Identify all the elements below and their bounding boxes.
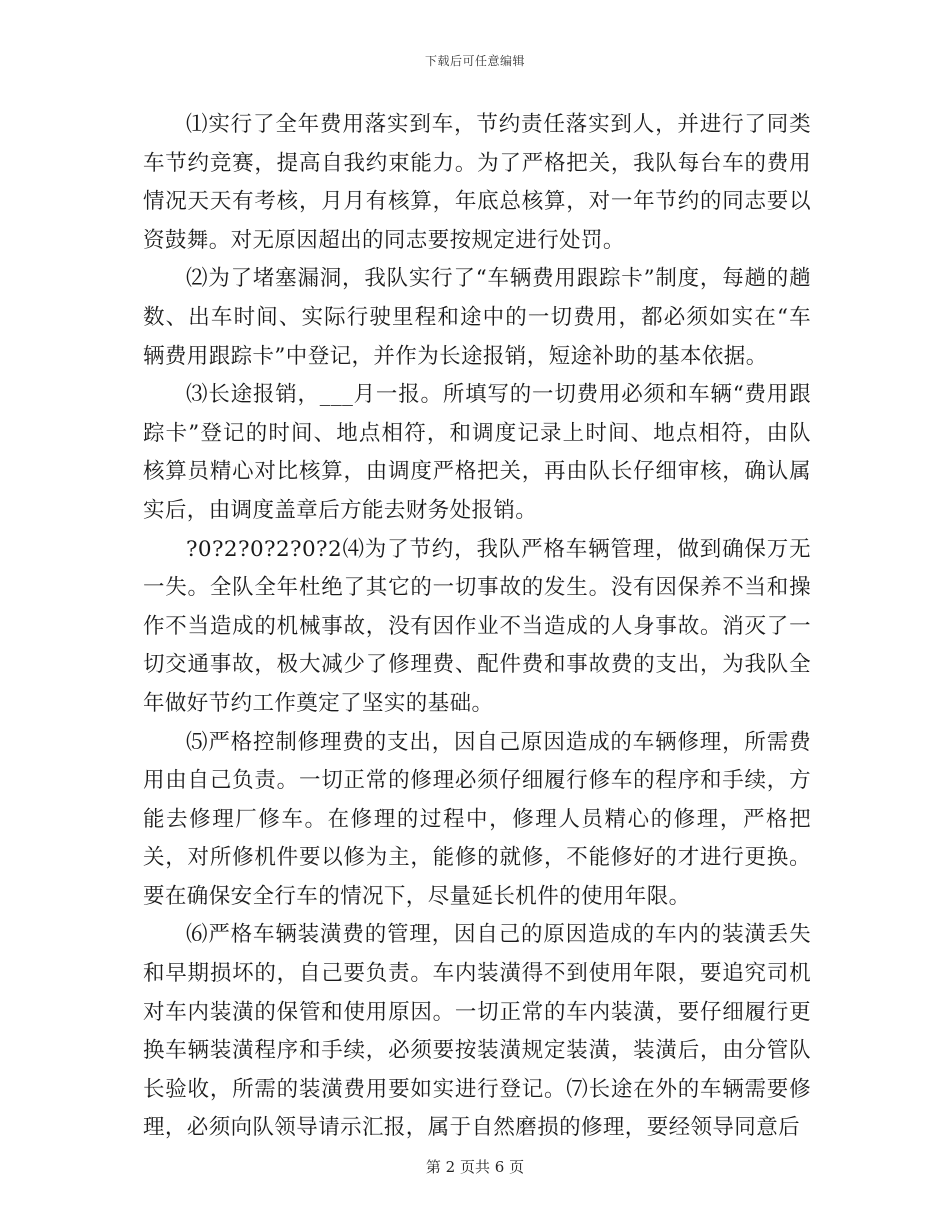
document-body <box>143 106 811 1148</box>
paragraph-5: ⑸严格控制修理费的支出，因自己原因造成的车辆修理，所需费用由自己负责。一切正常的修理必须仔细履行修车的程序和手续，方能去修理厂修车。在修理的过程中，修理人员精心的修理，严格把关，对所修机件要以修为主，能修的就修，不能修好的才进行更换。要在确保安全行车的情况下，尽量延长机件的使用年限。 <box>143 729 811 909</box>
page-header: 下载后可任意编辑 <box>424 54 525 68</box>
paragraph-3: ⑶长途报销，___月一报。所填写的一切费用必须和车辆“费用跟踪卡”登记的时间、地点相符，和调度记录上时间、地点相符，由队核算员精心对比核算，由调度严格把关，再由队长仔细审核，确认属实后，由调度盖章后方能去财务处报销。 <box>143 382 811 523</box>
paragraph-2: ⑵为了堵塞漏洞，我队实行了“车辆费用跟踪卡”制度，每趟的趟数、出车时间、实际行驶里程和途中的一切费用，都必须如实在“车辆费用跟踪卡”中登记，并作为长途报销，短途补助的基本依据。 <box>143 266 811 369</box>
paragraph-4: ?0?2?0?2?0?2⑷为了节约，我队严格车辆管理，做到确保万无一失。全队全年杜绝了其它的一切事故的发生。没有因保养不当和操作不当造成的机械事故，没有因作业不当造成的人身事故。消灭了一切交通事故，极大减少了修理费、配件费和事故费的支出，为我队全年做好节约工作奠定了坚实的基础。 <box>143 536 811 716</box>
paragraph-6: ⑹严格车辆装潢费的管理，因自己的原因造成的车内的装潢丢失和早期损坏的，自己要负责。车内装潢得不到使用年限，要追究司机对车内装潢的保管和使用原因。一切正常的车内装潢，要仔细履行更换车辆装潢程序和手续，必须要按装潢规定装潢，装潢后，由分管队长验收，所需的装潢费用要如实进行登记。⑺长途在外的车辆需要修理，必须向队领导请示汇报，属于自然磨损的修理，要经领导同意后 <box>143 922 811 1141</box>
page-number: 第 2 页共 6 页 <box>425 1158 525 1176</box>
paragraph-1: ⑴实行了全年费用落实到车，节约责任落实到人，并进行了同类车节约竞赛，提高自我约束能力。为了严格把关，我队每台车的费用情况天天有考核，月月有核算，年底总核算，对一年节约的同志要以资鼓舞。对无原因超出的同志要按规定进行处罚。 <box>143 112 811 253</box>
